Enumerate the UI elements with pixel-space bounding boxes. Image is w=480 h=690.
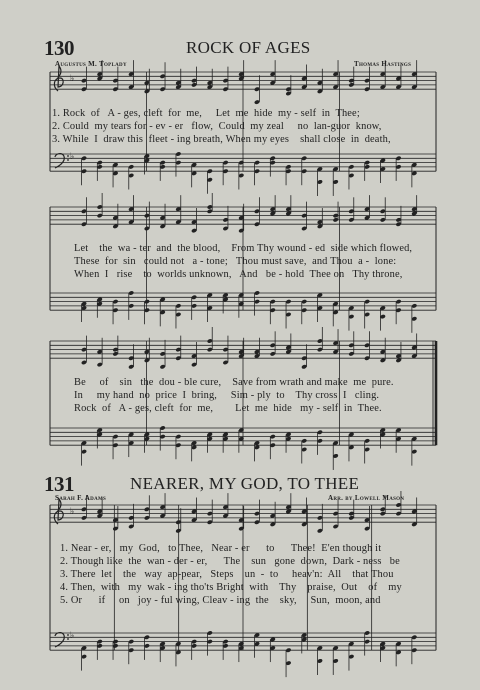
lyric-line: 4. Then, with my wak - ing tho'ts Bright with Thy praise, Out of my xyxy=(60,582,402,593)
lyric-line: 2. Could my tears for - ev - er flow, Could my zeal no lan-guor know, xyxy=(52,121,382,132)
svg-text:♭: ♭ xyxy=(70,507,75,517)
hymn-title: ROCK OF AGES xyxy=(186,38,311,57)
lyric-line: Let the wa - ter and the blood, From Thy wound - ed side which flowed, xyxy=(74,243,413,254)
svg-text:♭: ♭ xyxy=(70,152,75,162)
composer-credit: Thomas Hastings xyxy=(354,60,412,68)
lyric-line: Be of sin the dou - ble cure, Save from wrath and make me pure. xyxy=(74,377,394,388)
lyric-line: 2. Though like the wan - der - er, The sun gone down, Dark - ness be xyxy=(60,556,400,567)
lyricist-credit: Sarah F. Adams xyxy=(55,494,107,502)
lyric-line: 3. While I draw this fleet - ing breath, When my eyes shall close in death, xyxy=(52,134,391,145)
lyric-line: 3. There let the way ap-pear, Steps un - to heav'n: All that Thou xyxy=(60,569,394,580)
lyric-line: 1. Rock of A - ges, cleft for me, Let me hide my - self in Thee; xyxy=(52,108,360,119)
svg-text:♭: ♭ xyxy=(70,631,75,641)
lyric-line: Rock of A - ges, cleft for me, Let me hide my - self in Thee. xyxy=(74,403,382,414)
lyric-line: These for sin could not a - tone; Thou must save, and Thou a - lone: xyxy=(74,256,397,267)
svg-text:♭: ♭ xyxy=(70,74,75,84)
composer-credit: Arr. by Lowell Mason xyxy=(328,494,405,502)
hymn-title: NEARER, MY GOD, TO THEE xyxy=(130,474,360,493)
hymn-number: 130 xyxy=(44,36,74,60)
lyric-line: 5. Or if on joy - ful wing, Cleav - ing the sky, Sun, moon, and xyxy=(60,595,381,606)
lyric-line: When I rise to worlds unknown, And be - hold Thee on Thy throne, xyxy=(74,269,403,280)
hymn-number: 131 xyxy=(44,472,74,496)
lyric-line: 1. Near - er, my God, to Thee, Near - er to Thee! E'en though it xyxy=(60,543,382,554)
lyricist-credit: Augustus M. Toplady xyxy=(55,60,127,68)
lyric-line: In my hand no price I bring, Sim - ply to Thy cross I cling. xyxy=(74,390,380,401)
